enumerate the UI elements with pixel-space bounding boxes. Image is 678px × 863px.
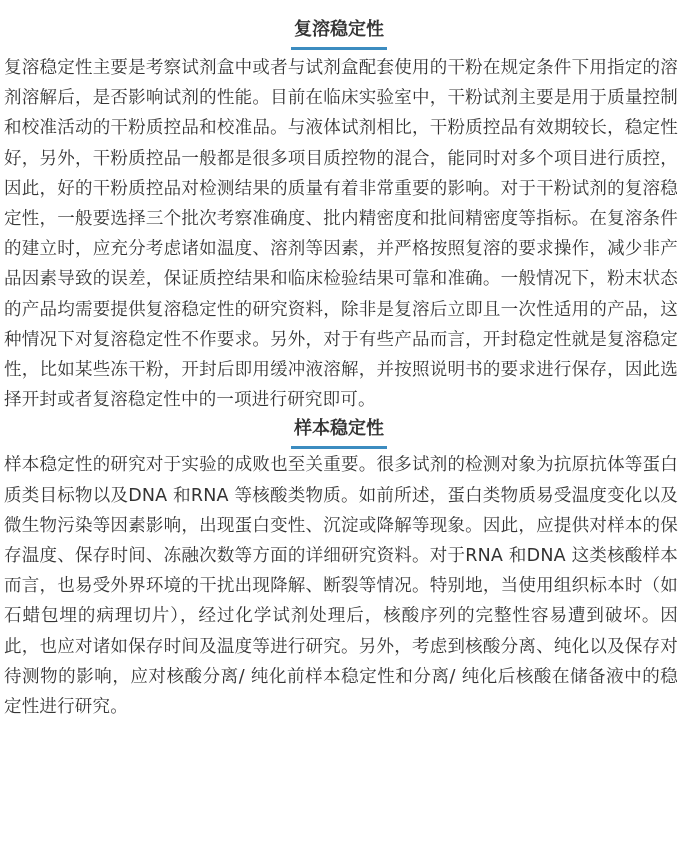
section-reconstitution-stability [0, 0, 678, 415]
section-sample-stability [0, 415, 678, 722]
section-heading: 复溶稳定性 [291, 18, 387, 50]
section-paragraph: 样本稳定性的研究对于实验的成败也至关重要。很多试剂的检测对象为抗原抗体等蛋白质类目标物以及DNA 和RNA 等核酸类物质。如前所述，蛋白类物质易受温度变化以及微生物污染等因素影响，出现蛋白变性、沉淀或降解等现象。因此，应提供对样本的保存温度、保存时间、冻融次数等方面的详细研究资料。对于RNA 和DNA 这类核酸样本而言，也易受外界环境的干扰出现降解、断裂等情况。特别地，当使用组织标本时（如石蜡包埋的病理切片），经过化学试剂处理后，核酸序列的完整性容易遭到破坏。因此，也应对诸如保存时间及温度等进行研究。另外，考虑到核酸分离、纯化以及保存对待测物的影响，应对核酸分离/ 纯化前样本稳定性和分离/ 纯化后核酸在储备液中的稳定性进行研究。 [4, 455, 678, 718]
section-paragraph: 复溶稳定性主要是考察试剂盒中或者与试剂盒配套使用的干粉在规定条件下用指定的溶剂溶解后，是否影响试剂的性能。目前在临床实验室中，干粉试剂主要是用于质量控制和校准活动的干粉质控品和校准品。与液体试剂相比，干粉质控品有效期较长，稳定性好，另外，干粉质控品一般都是很多项目质控物的混合，能同时对多个项目进行质控，因此，好的干粉质控品对检测结果的质量有着非常重要的影响。对于干粉试剂的复溶稳定性，一般要选择三个批次考察准确度、批内精密度和批间精密度等指标。在复溶条件的建立时，应充分考虑诸如温度、溶剂等因素，并严格按照复溶的要求操作，减少非产品因素导致的误差，保证质控结果和临床检验结果可靠和准确。一般情况下，粉末状态的产品均需要提供复溶稳定性的研究资料，除非是复溶后立即且一次性适用的产品，这种情况下对复溶稳定性不作要求。另外，对于有些产品而言，开封稳定性就是复溶稳定性，比如某些冻干粉，开封后即用缓冲液溶解，并按照说明书的要求进行保存，因此选择开封或者复溶稳定性中的一项进行研究即可。 [4, 58, 678, 411]
heading-wrapper [0, 18, 678, 50]
heading-wrapper [0, 417, 678, 449]
section-heading: 样本稳定性 [291, 417, 387, 449]
